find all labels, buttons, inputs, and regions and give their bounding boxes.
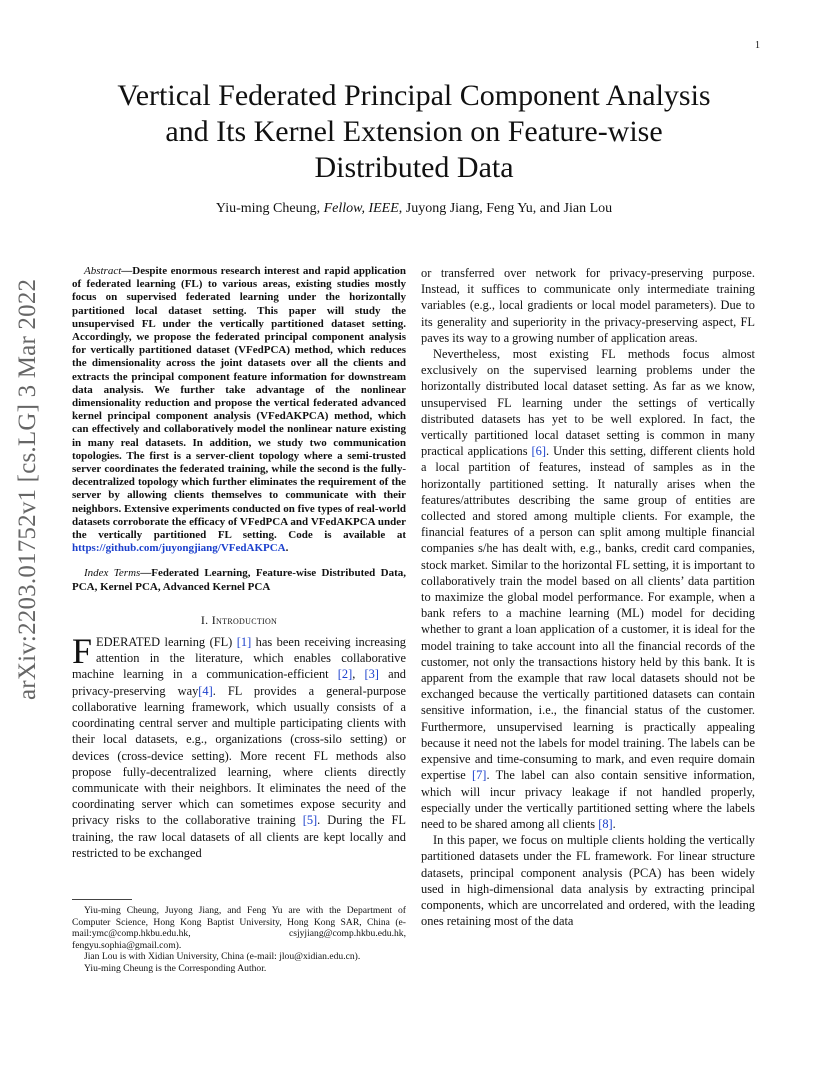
paper-title [60, 78, 768, 186]
intro-p1-split: . During the FL training, the raw local datasets of all clients are kept locally and restricted to be exchanged [72, 813, 407, 860]
page-number: 1 [755, 40, 760, 51]
footnote-rule [72, 899, 132, 900]
citation-link[interactable]: [2] [337, 667, 353, 682]
intro-paragraph-2: Nevertheless, most existing FL methods focus almost exclusively on the supervised learning problems under the horizontally distributed local dataset setting. As far as we know, unsupervised FL learning under the settings of vertically distributed datasets has yet to be well explored. In fact, the vertically partitioned local dataset setting is common in many practical applications [6]. Under this setting, different clients hold a local partition of features, instead of samples as in the horizontally partitioned setting. It naturally arises when the features/attributes describing the same group of entities are collected and stored among multiple clients. For example, the financial features of a person can split among multiple financial companies s/he has dealt with, e.g., banks, credit card companies, stock market. Similar to the horizontal FL setting, it is important to collaboratively train the model based on all clients’ data partition to maximize the global model performance. For example, when a bank refers to a machine learning (ML) model for deciding whether to grant a loan application of a customer, it is ideal for the model training to take account into all the financial records of the customer, not only the transactions history held by this bank. It is apparent from the example that raw local datasets should not be exchanged because the vertically partitioned datasets can contain sensitive information, i.e., the financial status of the customer. Furthermore, unsupervised learning is practically appealing because it need not the labels for model training. The labels can be expensive and time-consuming to mark, and even require domain expertise [7]. The label can also contain sensitive information, which will incur privacy leakage if not handled properly, especially under the vertically partitioned setting where the labels need to be shared among all clients [8]. [421, 347, 755, 831]
footnotes [72, 905, 406, 975]
drop-cap: F [72, 631, 93, 672]
intro-paragraph-3: In this paper, we focus on multiple clients holding the vertically partitioned datasets under the FL framework. For linear structure datasets, principal component analysis (PCA) has been widely used in high-dimensional data analysis by extracting principal components, which are uncorrelated and ordered, with the leading ones retaining most of the data [421, 833, 755, 929]
citation-link[interactable]: [7] [471, 768, 487, 783]
abstract-label: Abstract [84, 265, 122, 277]
title-line: and Its Kernel Extension on Feature-wise [165, 115, 663, 148]
title-line: Vertical Federated Principal Component Analysis [117, 79, 711, 112]
arxiv-identifier: arXiv:2203.01752v1 [cs.LG] 3 Mar 2022 [14, 278, 41, 700]
citation-link[interactable]: [4] [198, 683, 213, 698]
footnote-jian-lou: Jian Lou is with Xidian University, China (e-mail: jlou@xidian.edu.cn). [84, 951, 361, 963]
citation-link[interactable]: [5] [302, 813, 318, 828]
abstract-text: Despite enormous research interest and rapid application of federated learning (FL) to various areas, existing studies mostly focus on supervised federated learning under the horizontally partitioned local dataset setting. This paper will study the unsupervised FL under the vertically partitioned dataset setting. Accordingly, we propose the federated principal component analysis for vertically partitioned dataset (VFedPCA) method, which reduces the dimensionality across the joint datasets over all the clients and extracts the principal component feature information for downstream data analysis. We further take advantage of the nonlinear dimensionality reduction and propose the vertical federated advanced kernel principal component analysis (VFedAKPCA) method, which can effectively and collaboratively model the nonlinear nature existing in many real datasets. In addition, we study two communication topologies. The first is a server-client topology where a semi-trusted server coordinates the federated training, while the second is the fully-decentralized topology which further eliminates the requirement of the server by allowing clients themselves to communicate with their neighbors. Extensive experiments conducted on five types of real-world datasets corroborate the efficacy of VFedPCA and VFedAKPCA under the vertically partitioned FL setting. Code is available at [72, 265, 406, 542]
citation-link[interactable]: [8] [598, 816, 613, 831]
abstract: Abstract—Despite enormous research interest and rapid application of federated learning (FL) to various areas, existing studies mostly focus on supervised federated learning under the horizontally partitioned local dataset setting. This paper will study the unsupervised FL under the vertically partitioned dataset setting. Accordingly, we propose the federated principal component analysis for vertically partitioned dataset (VFedPCA) method, which reduces the dimensionality across the joint datasets over all the clients and extracts the principal component feature information for downstream data analysis. We further take advantage of the nonlinear dimensionality reduction and propose the vertical federated advanced kernel principal component analysis (VFedAKPCA) method, which can effectively and collaboratively model the nonlinear nature existing in many real datasets. In addition, we study two communication topologies. The first is a server-client topology where a semi-trusted server coordinates the federated training, while the second is the fully-decentralized topology which further eliminates the requirement of the server by allowing clients themselves to communicate with their neighbors. Extensive experiments conducted on five types of real-world datasets corroborate the efficacy of VFedPCA and VFedAKPCA under the vertically partitioned FL setting. Code is available at https://github.com/juyongjiang/VFedAKPCA. [72, 265, 406, 555]
citation-link[interactable]: [1] [236, 635, 252, 650]
index-terms: Index Terms—Federated Learning, Feature-wise Distributed Data, PCA, Kernel PCA, Advanced Kernel PCA [72, 567, 406, 593]
section-heading: I. Introduction [200, 612, 278, 627]
author-fellow-title: Fellow, IEEE [323, 201, 399, 216]
right-column [421, 265, 755, 929]
citation-link[interactable]: [6] [531, 444, 546, 459]
author-first: Yiu-ming Cheung, [215, 201, 324, 216]
index-terms-text: Federated Learning, Feature-wise Distributed Data, PCA, Kernel PCA, Advanced Kernel PCA [72, 567, 406, 593]
author-list [60, 201, 768, 217]
code-link[interactable]: https://github.com/juyongjiang/VFedAKPCA [72, 542, 286, 555]
footnote-corresponding: Yiu-ming Cheung is the Corresponding Author. [84, 962, 267, 974]
intro-paragraph-1: FEDERATED learning (FL) [1] has been receiving increasing attention in the literature, which enables collaborative machine learning in a communication-efficient [2], [3] and privacy-preserving way[4]. FL provides a general-purpose collaborative learning framework, which usually consists of a coordinating central server and multiple participating clients with their local datasets, e.g., organizations (cross-silo setting) or devices (cross-device setting). More recent FL methods also propose fully-decentralized learning, where clients directly communicate with their neighbors. It eliminates the need of the coordinating server which can sometimes expose security and privacy risks to the collaborative training [5]. During the FL training, the raw local datasets of all clients are kept locally and restricted to be exchanged [72, 631, 407, 860]
left-column [72, 265, 406, 861]
author-rest: , Juyong Jiang, Feng Yu, and Jian Lou [398, 201, 613, 216]
index-terms-label: Index Terms [84, 567, 141, 580]
intro-paragraph-1-continued: or transferred over network for privacy-preserving purpose. Instead, it suffices to communicate only intermediate training variables (e.g., local gradients or local model parameters). Due to its generality and superiority in the privacy-preserving aspect, FL paves its way to a growing number of application areas. [421, 266, 755, 345]
citation-link[interactable]: [3] [364, 667, 379, 682]
title-line: Distributed Data [314, 151, 514, 184]
footnote-affiliations: Yiu-ming Cheung, Juyong Jiang, and Feng Yu are with the Department of Computer Science, Hong Kong Baptist University, Hong Kong SAR, China (e-mail:ymc@comp.hkbu.edu.hk, csjyjiang@comp.hkbu.edu.hk, fengyu.sophia@gmail.com). [72, 905, 406, 951]
